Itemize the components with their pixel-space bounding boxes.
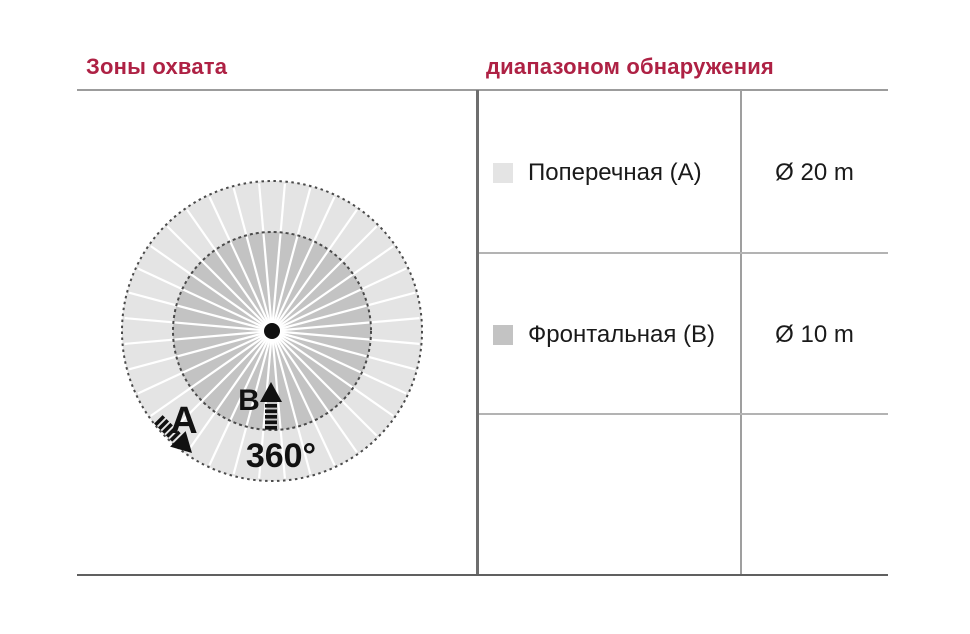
zone-b-letter: B xyxy=(238,384,260,417)
row-separator-1 xyxy=(479,252,888,254)
table-row xyxy=(493,322,715,348)
zone-a-value: Ø 20 m xyxy=(775,159,854,186)
sensor-center-dot xyxy=(264,323,280,339)
zone-a-letter: A xyxy=(170,400,198,442)
zone-a-label: Поперечная (А) xyxy=(528,159,702,186)
detection-range-heading: диапазоном обнаружения xyxy=(486,54,774,79)
zone-b-value: Ø 10 m xyxy=(775,321,854,348)
zone-b-swatch xyxy=(493,325,513,345)
zone-b-label: Фронтальная (В) xyxy=(528,321,716,348)
coverage-zones-heading: Зоны охвата xyxy=(86,54,228,79)
coverage-diagram xyxy=(77,91,477,575)
row-separator-2 xyxy=(479,413,888,415)
angle-360-label: 360° xyxy=(245,437,317,475)
table-row xyxy=(493,160,702,186)
zone-a-swatch xyxy=(493,163,513,183)
